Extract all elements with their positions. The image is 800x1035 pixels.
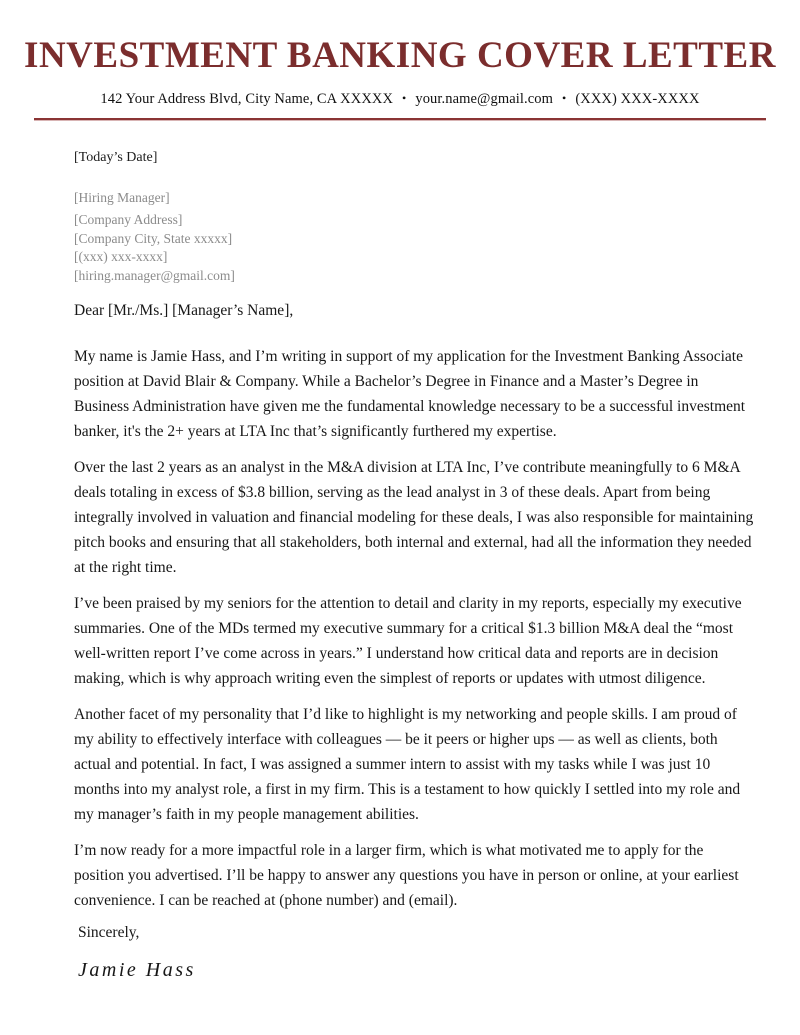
letter-paragraphs <box>74 344 756 913</box>
contact-info-line <box>0 91 800 108</box>
page-title: INVESTMENT BANKING COVER LETTER <box>24 35 776 76</box>
paragraph-experience: Over the last 2 years as an analyst in the M&A division at LTA Inc, I’ve contribute meaningfully to 6 M&A deals totaling in excess of $3.8 billion, serving as the lead analyst in 3 of these deals. Apart from being integrally involved in valuation and financial modeling for these deals, I was also responsible for maintaining pitch books and ensuring that all stakeholders, both internal and external, had all the information they needed at the right time. <box>74 458 754 576</box>
date-placeholder: [Today’s Date] <box>74 149 158 165</box>
recipient-phone: [(xxx) xxx-xxxx] <box>74 249 168 265</box>
contact-email: your.name@gmail.com <box>415 90 554 107</box>
recipient-block <box>74 189 756 286</box>
closing-line: Sincerely, <box>78 923 140 941</box>
bullet-separator-icon: • <box>402 90 407 105</box>
paragraph-reports: I’ve been praised by my seniors for the attention to detail and clarity in my reports, especially my executive summaries. One of the MDs termed my executive summary for a critical $1.3 billion M&A deal the “most well-written report I’ve come across in years.” I understand how critical data and reports are in decision making, which is why approach writing even the simplest of reports or updates with utmost diligence. <box>74 594 742 687</box>
recipient-hiring-manager: [Hiring Manager] <box>74 189 170 205</box>
recipient-company-address: [Company Address] <box>74 212 183 228</box>
recipient-company-city-state: [Company City, State xxxxx] <box>74 230 233 246</box>
paragraph-call-to-action: I’m now ready for a more impactful role in a larger firm, which is what motivated me to apply for the position you advertised. I’ll be happy to answer any questions you have in person or online, at your earliest convenience. I can be reached at (phone number) and (email). <box>74 841 739 909</box>
contact-address: 142 Your Address Blvd, City Name, CA XXXXX <box>100 90 394 107</box>
signature-name: Jamie Hass <box>78 958 196 981</box>
salutation-line: Dear [Mr./Ms.] [Manager’s Name], <box>74 301 294 319</box>
bullet-separator-icon: • <box>562 90 567 105</box>
recipient-email: [hiring.manager@gmail.com] <box>74 268 235 284</box>
letter-body <box>0 150 800 1022</box>
header-divider-rule <box>34 118 766 121</box>
contact-phone: (XXX) XXX-XXXX <box>575 90 700 107</box>
letter-header <box>0 0 800 121</box>
paragraph-people-skills: Another facet of my personality that I’d like to highlight is my networking and people skills. I am proud of my ability to effectively interface with colleagues — be it peers or higher ups — as well as clients, both actual and potential. In fact, I was assigned a summer intern to assist with my tasks while I was just 10 months into my analyst role, a first in my firm. This is a testament to how quickly I settled into my role and my manager’s faith in my people management abilities. <box>74 705 741 823</box>
paragraph-introduction: My name is Jamie Hass, and I’m writing in support of my application for the Investment Banking Associate position at David Blair & Company. While a Bachelor’s Degree in Finance and a Master’s Degree in Business Administration have given me the fundamental knowledge necessary to be a successful investment banker, it's the 2+ years at LTA Inc that’s significantly furthered my expertise. <box>74 347 746 440</box>
